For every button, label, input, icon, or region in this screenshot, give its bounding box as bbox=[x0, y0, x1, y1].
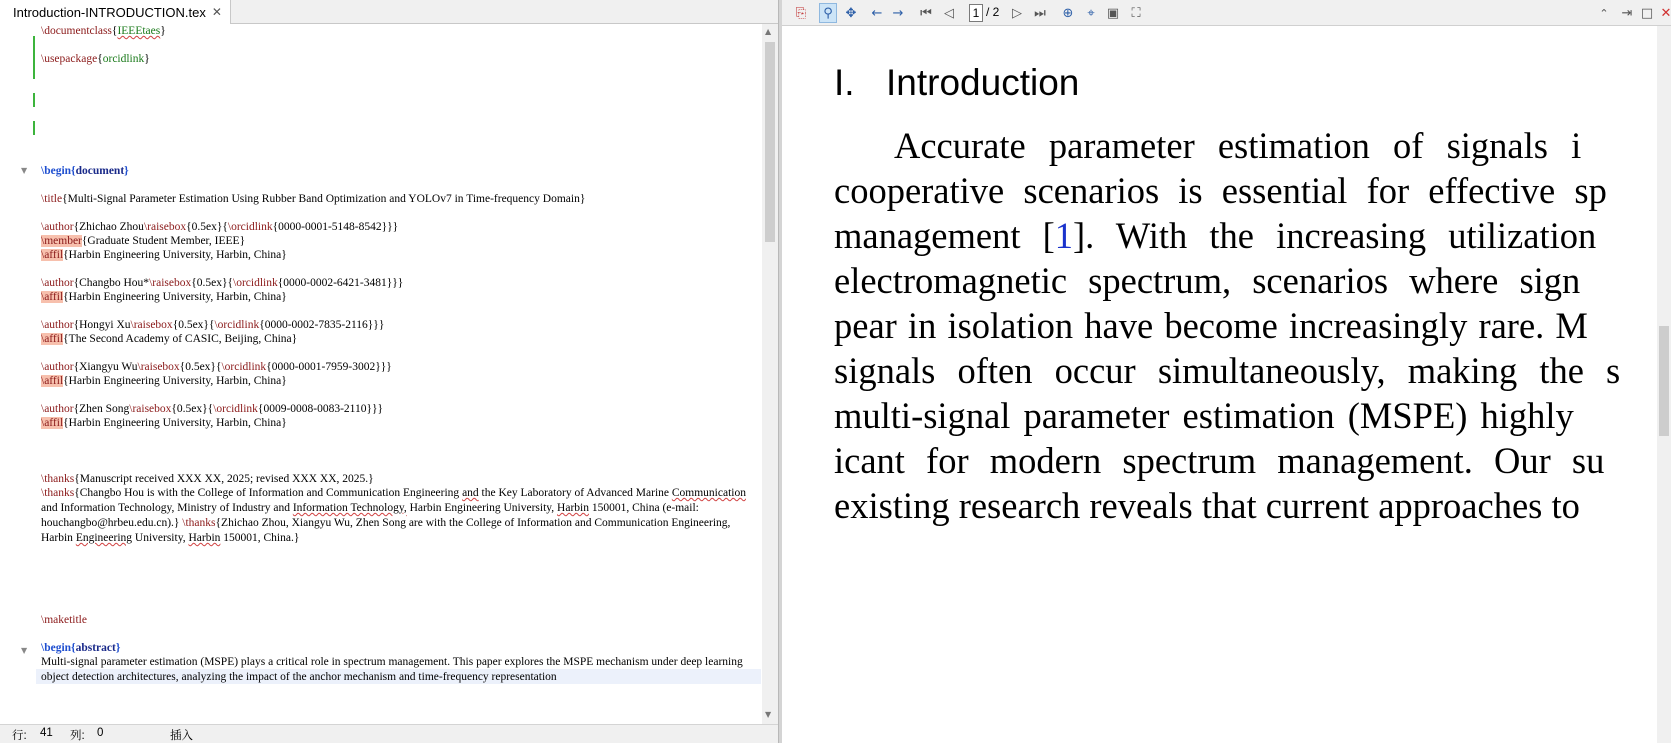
code-line: \affil{Harbin Engineering University, Harbin, China} bbox=[41, 249, 287, 261]
code-line: \affil{Harbin Engineering University, Harbin, China} bbox=[41, 291, 287, 303]
code-line: \author{Zhen Song\raisebox{0.5ex}{\orcidlink{0009-0008-0083-2110}}} bbox=[41, 403, 384, 415]
sync-source-icon[interactable]: ⎘ bbox=[795, 5, 807, 21]
page-number-input[interactable]: 1 bbox=[969, 4, 983, 22]
section-heading bbox=[834, 62, 1079, 104]
code-line: \title{Multi-Signal Parameter Estimation Using Rubber Band Optimization and YOLOv7 in Time-frequency Domain} bbox=[41, 193, 586, 205]
pdf-viewer-pane bbox=[782, 0, 1671, 743]
first-page-icon[interactable]: ⏮ bbox=[920, 5, 932, 21]
status-col-label: 列: bbox=[70, 730, 85, 742]
magnifier-icon[interactable]: ⚲ bbox=[819, 3, 837, 23]
paragraph-line: Accurate parameter estimation of signals i bbox=[894, 125, 1582, 166]
scroll-down-icon[interactable]: ▼ bbox=[765, 710, 772, 719]
status-insert-mode: 插入 bbox=[170, 730, 193, 742]
paragraph-line: icant for modern spectrum management. Our su bbox=[834, 440, 1605, 481]
pdf-vertical-scrollbar[interactable] bbox=[1657, 26, 1671, 743]
citation-link[interactable]: 1 bbox=[1054, 215, 1074, 256]
fit-width-icon[interactable]: ⌖ bbox=[1087, 5, 1095, 21]
code-line: \affil{The Second Academy of CASIC, Beijing, China} bbox=[41, 333, 298, 345]
fold-arrow-icon[interactable]: ▼ bbox=[21, 646, 28, 655]
editor-gutter bbox=[0, 24, 36, 724]
scrollbar-thumb[interactable] bbox=[1659, 326, 1669, 436]
code-wrapped-line: Multi-signal parameter estimation (MSPE) plays a critical role in spectrum management. This paper explores the MSPE mechanism under deep learning object detection architectures, analyzing the impact of the anchor mechanism and time-frequency representation bbox=[41, 656, 743, 683]
paragraph-line: multi-signal parameter estimation (MSPE) highly bbox=[834, 395, 1574, 436]
code-line: \affil{Harbin Engineering University, Harbin, China} bbox=[41, 417, 287, 429]
forward-arrow-icon[interactable]: → bbox=[892, 5, 904, 21]
code-line: \affil{Harbin Engineering University, Harbin, China} bbox=[41, 375, 287, 387]
code-line: \author{Xiangyu Wu\raisebox{0.5ex}{\orcidlink{0000-0001-7959-3002}}} bbox=[41, 361, 392, 373]
last-page-icon[interactable]: ⏭ bbox=[1034, 5, 1046, 21]
section-number: I. bbox=[834, 62, 855, 103]
editor-tab-bar bbox=[0, 0, 778, 24]
code-line: \documentclass{IEEEtaes} bbox=[41, 25, 166, 37]
code-editor[interactable] bbox=[41, 24, 761, 724]
code-line: \begin{document} bbox=[41, 165, 129, 177]
editor-pane bbox=[0, 0, 778, 743]
pan-move-icon[interactable]: ✥ bbox=[845, 5, 857, 21]
maximize-icon[interactable]: □ bbox=[1640, 5, 1654, 21]
page-total: / 2 bbox=[986, 5, 1000, 19]
paragraph-line: electromagnetic spectrum, scenarios where sign bbox=[834, 260, 1581, 301]
paragraph-line: existing research reveals that current approaches to bbox=[834, 485, 1580, 526]
editor-vertical-scrollbar[interactable] bbox=[762, 24, 778, 724]
change-marker bbox=[33, 121, 35, 135]
next-page-icon[interactable]: ▷ bbox=[1012, 5, 1022, 21]
code-line: \usepackage{orcidlink} bbox=[41, 53, 150, 65]
scrollbar-thumb[interactable] bbox=[765, 42, 775, 242]
editor-tab-title: Introduction-INTRODUCTION.tex bbox=[13, 4, 206, 20]
fit-page-icon[interactable]: ▣ bbox=[1106, 5, 1120, 21]
paragraph-line: management [1]. With the increasing utilization bbox=[834, 215, 1597, 256]
close-icon[interactable]: ✕ bbox=[1660, 5, 1671, 21]
code-line: \maketitle bbox=[41, 614, 87, 626]
paragraph-line: signals often occur simultaneously, making the s bbox=[834, 350, 1621, 391]
paragraph-line: pear in isolation have become increasingly rare. M bbox=[834, 305, 1588, 346]
change-marker bbox=[33, 93, 35, 107]
editor-tab[interactable] bbox=[0, 0, 231, 24]
scroll-up-icon[interactable]: ▲ bbox=[765, 27, 772, 36]
change-marker bbox=[33, 36, 35, 52]
zoom-icon[interactable]: ⊕ bbox=[1062, 5, 1074, 21]
change-marker bbox=[33, 51, 35, 79]
fold-arrow-icon[interactable]: ▼ bbox=[21, 166, 28, 175]
code-line: \member{Graduate Student Member, IEEE} bbox=[41, 235, 246, 247]
code-line: \thanks{Manuscript received XXX XX, 2025; revised XXX XX, 2025.} bbox=[41, 473, 374, 485]
status-bar bbox=[0, 724, 778, 743]
chevron-up-icon[interactable]: ⌃ bbox=[1599, 6, 1609, 20]
back-arrow-icon[interactable]: ← bbox=[871, 5, 883, 21]
code-line: \author{Hongyi Xu\raisebox{0.5ex}{\orcidlink{0000-0002-7835-2116}}} bbox=[41, 319, 385, 331]
paragraph-line: cooperative scenarios is essential for effective sp bbox=[834, 170, 1607, 211]
status-col-value: 0 bbox=[97, 727, 104, 739]
dock-icon[interactable]: ⇥ bbox=[1621, 5, 1633, 21]
viewer-toolbar bbox=[782, 0, 1671, 26]
pdf-page-view[interactable] bbox=[782, 26, 1657, 743]
code-line: \author{Zhichao Zhou\raisebox{0.5ex}{\orcidlink{0000-0001-5148-8542}}} bbox=[41, 221, 399, 233]
section-title: Introduction bbox=[886, 62, 1080, 103]
status-line-value: 41 bbox=[40, 727, 53, 739]
previous-page-icon[interactable]: ◁ bbox=[944, 5, 954, 21]
status-line-label: 行: bbox=[12, 730, 27, 742]
fullscreen-icon[interactable]: ⛶ bbox=[1131, 5, 1141, 21]
close-icon[interactable]: ✕ bbox=[211, 5, 222, 19]
code-line: \begin{abstract} bbox=[41, 642, 121, 654]
code-line: \author{Changbo Hou*\raisebox{0.5ex}{\orcidlink{0000-0002-6421-3481}}} bbox=[41, 277, 404, 289]
code-wrapped-line: \thanks{Changbo Hou is with the College of Information and Communication Engineering and the Key Laboratory of Advanced Marine Communication and Information Technology, Ministry of Industry and Information Technology, Harbin Engineering University, Harbin 150001, China (e-mail: houchangbo@hrbeu.edu.cn).} \thanks{Zhichao Zhou, Xiangyu Wu, Zhen Song are with the College of Information and Communication Engineering, Harbin Engineering University, Harbin 150001, China.} bbox=[41, 487, 746, 544]
